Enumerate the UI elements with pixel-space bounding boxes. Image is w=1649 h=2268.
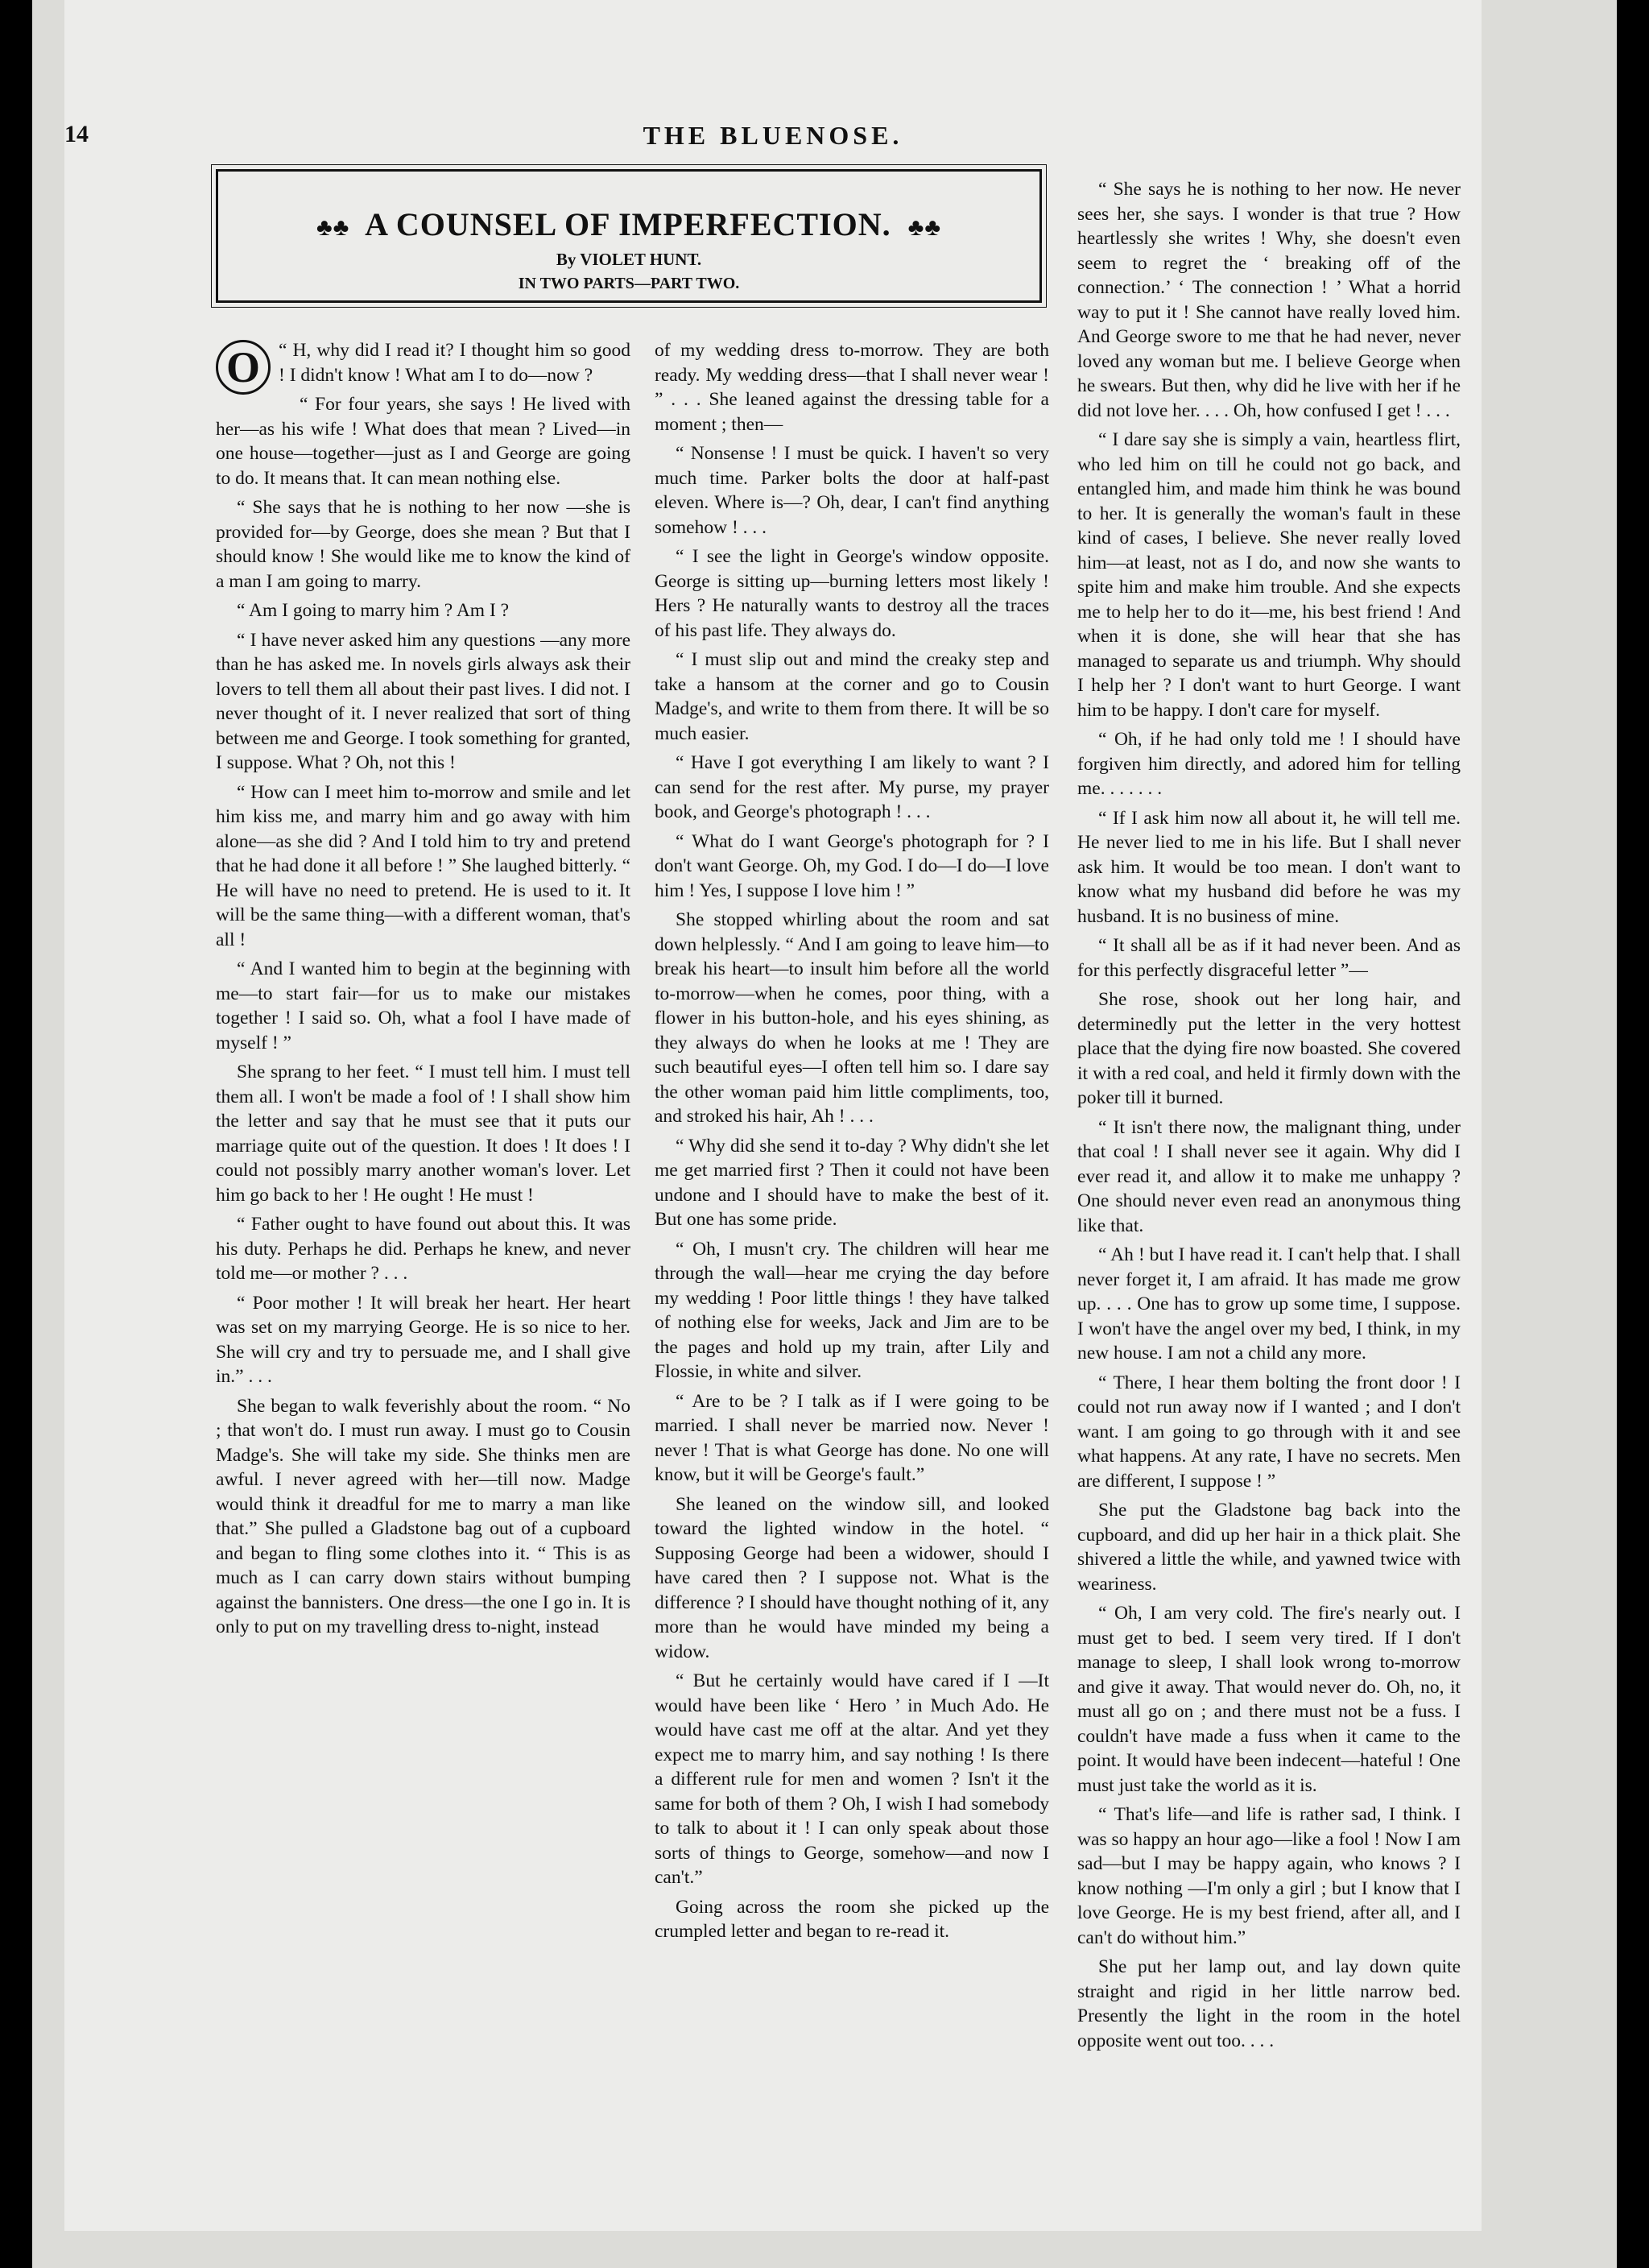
paragraph: “ Oh, I am very cold. The fire's nearly out. I must get to bed. I seem very tired. If I don't manage to sleep, I shall look wrong to-morrow and give it away. That would never do. Oh, no, it must all go on ; and there must not be a fuss. I couldn't have made a fuss when it came to the point. It would have been indecent—hateful ! One must just take the world as it is.: [1077, 1603, 1461, 1796]
running-head: [64, 121, 1482, 161]
paragraph: “ Have I got everything I am likely to want ? I can send for the rest after. My purse, my prayer book, and George's photograph ! . . .: [655, 752, 1049, 822]
scan-sheet: [32, 0, 1617, 2268]
paragraph: She stopped whirling about the room and sat down helplessly. “ And I am going to leave him—to break his heart—to insult him before all the world to-morrow—when he comes, poor thing, with a flower in his button-hole, and his eyes shining, as they always do when he looks at me ! They are such beautiful eyes—I often tell him so. I dare say the other woman paid him little compliments, too, and stroked his hair, Ah ! . . .: [655, 909, 1049, 1127]
column-2: [655, 338, 1049, 1949]
paragraph: “ Poor mother ! It will break her heart. Her heart was set on my marrying George. He is so nice to her. She will cry and try to persuade me, and I shall give in.” . . .: [216, 1292, 630, 1387]
paragraph: “ How can I meet him to-morrow and smile and let him kiss me, and marry him and go away with him alone—as she did ? And I told him to try and pretend that he had done it all before ! ” She laughed bitterly. “ He will have no need to pretend. He is used to it. It will be the same thing—with a different woman, that's all !: [216, 781, 630, 950]
paragraph: “ That's life—and life is rather sad, I think. I was so happy an hour ago—like a fool ! Now I am sad—but I may be happy again, who knows ? I know nothing —I'm only a girl ; but I know that I love George. He is my best friend, after all, and I can't do without him.”: [1077, 1804, 1461, 1948]
paragraph: “ Oh, if he had only told me ! I should have forgiven him directly, and adored him for telling me. . . . . . .: [1077, 729, 1461, 799]
journal-name: THE BLUENOSE.: [643, 121, 903, 150]
paragraph: “ And I wanted him to begin at the beginning with me—to start fair—for us to make our mistakes together ! I said so. Oh, what a fool I have made of myself ! ”: [216, 958, 630, 1053]
paragraph: She began to walk feverishly about the room. “ No ; that won't do. I must run away. I must go to Cousin Madge's. She will take my side. She thinks men are awful. I never agreed with her—till now. Madge would think it dreadful for me to marry a man like that.” She pulled a Gladstone bag out of a cupboard and began to fling some clothes into it. “ This is as much as I can carry down stairs without bumping against the bannisters. One dress—the one I go in. It is only to put on my travelling dress to-night, instead: [216, 1395, 630, 1637]
clover-ornament-icon: ♣♣: [907, 214, 942, 241]
paragraph: She leaned on the window sill, and looked toward the lighted window in the hotel. “ Supposing George had been a widower, should I have cared then ? I suppose not. What is the difference ? I should have thought nothing of it, any more than he would have minded my being a widow.: [655, 1493, 1049, 1662]
paragraph: “ I dare say she is simply a vain, heartless flirt, who led him on till he could not go back, and entangled him, and made him think he was bound to her. It is generally the woman's fault in these kind of cases, I believe. She never really loved him—at least, not as I do, and now she wants to spite him and make him trouble. And she expects me to help her to do it—me, his best friend ! And when it is done, she will hear that she has managed to separate us and triumph. Why should I help her ? I don't want to hurt George. I want him to be happy. I don't care for myself.: [1077, 429, 1461, 721]
paragraph: “ If I ask him now all about it, he will tell me. He never lied to me in his life. But I shall never ask him. It would be too mean. I don't want to know what my husband did before he was my husband. It is no business of mine.: [1077, 807, 1461, 927]
paragraph: “ For four years, she says ! He lived with her—as his wife ! What does that mean ? Lived—in one house—together—just as I and George are going to do. It means that. It can mean nothing else.: [216, 394, 630, 489]
paragraph: “ I have never asked him any questions —any more than he has asked me. In novels girls always ask their lovers to tell them all about their past lives. I did not. I never thought of it. I never realized that sort of thing between me and George. I took something for granted, I suppose. What ? Oh, not this !: [216, 629, 630, 773]
paragraph: She sprang to her feet. “ I must tell him. I must tell them all. I won't be made a fool of ! I shall show him the letter and say that he must see that it puts our marriage quite out of the question. It does ! It does ! I could not possibly marry another woman's lover. Let him go back to her ! He ought ! He must !: [216, 1062, 630, 1206]
paragraph: of my wedding dress to-morrow. They are both ready. My wedding dress—that I shall never wear ! ” . . . She leaned against the dressing table for a moment ; then—: [655, 340, 1049, 435]
paragraph: She put the Gladstone bag back into the cupboard, and did up her hair in a thick plait. She shivered a little the while, and yawned twice with weariness.: [1077, 1500, 1461, 1595]
paragraph: “ Are to be ? I talk as if I were going to be married. I shall never be married now. Never ! never ! That is what George has done. No one will know, but it will be George's fault.”: [655, 1390, 1049, 1485]
paragraph: “ But he certainly would have cared if I —It would have been like ‘ Hero ’ in Much Ado. He would have cast me off at the altar. And yet they expect me to marry him, and say nothing ! Is there a different rule for men and women ? Isn't it the same for both of them ? Oh, I wish I had somebody to talk to about it ! I can only speak about those sorts of things to George, somehow—and now I can't.”: [655, 1670, 1049, 1888]
paragraph: “ Nonsense ! I must be quick. I haven't so very much time. Parker bolts the door at half-past eleven. Where is—? Oh, dear, I can't find anything somehow ! . . .: [655, 443, 1049, 538]
magazine-page: [64, 0, 1482, 2231]
paragraph: “ I see the light in George's window opposite. George is sitting up—burning letters most likely ! Hers ? He naturally wants to destroy all the traces of his past life. They always do.: [655, 546, 1049, 641]
clover-ornament-icon: ♣♣: [316, 214, 350, 241]
paragraph: “ What do I want George's photograph for ? I don't want George. Oh, my God. I do—I do—I love him ! Yes, I suppose I love him ! ”: [655, 830, 1049, 901]
paragraph: She rose, shook out her long hair, and determinedly put the letter in the very hottest place that the dying fire now boasted. She covered it with a red coal, and held it firmly down with the poker till it burned.: [1077, 989, 1461, 1108]
paragraph: “ There, I hear them bolting the front door ! I could not run away now if I wanted ; and I don't want. I am going to go through with it and see what happens. At any rate, I have no secrets. Men are different, I suppose ! ”: [1077, 1372, 1461, 1492]
paragraph: She put her lamp out, and lay down quite straight and rigid in her little narrow bed. Presently the light in the room in the hotel opposite went out too. . . .: [1077, 1956, 1461, 2051]
paragraph: “ She says that he is nothing to her now —she is provided for—by George, does she mean ? But that I should know ! She would like me to know the kind of a man I am going to marry.: [216, 497, 630, 592]
paragraph: “ Oh, I musn't cry. The children will hear me through the wall—hear me crying the day before my wedding ! Poor little things ! they have talked of nothing else for weeks, Jack and Jim are to be the pages and hold up my train, after Lily and Flossie, in white and silver.: [655, 1238, 1049, 1382]
part-label: IN TWO PARTS—PART TWO.: [518, 275, 740, 292]
drop-cap: O: [216, 340, 271, 395]
column-1: [216, 338, 630, 1645]
title-line: [218, 205, 1039, 243]
page-number: 14: [64, 121, 89, 147]
column-3: [1077, 177, 1461, 2058]
paragraph: “ It isn't there now, the malignant thing, under that coal ! I shall never see it again. Why did I ever read it, and allow it to make me unhappy ? One should never even read an anonymous thing like that.: [1077, 1116, 1461, 1236]
paragraph: Going across the room she picked up the crumpled letter and began to re-read it.: [655, 1896, 1049, 1942]
article-title-box: [216, 169, 1042, 303]
paragraph: “ Am I going to marry him ? Am I ?: [237, 600, 510, 621]
paragraph: “ H, why did I read it? I thought him so good ! I didn't know ! What am I to do—now ?: [279, 340, 630, 386]
paragraph: “ Father ought to have found out about this. It was his duty. Perhaps he did. Perhaps he knew, and never told me—or mother ? . . .: [216, 1214, 630, 1284]
paragraph: “ I must slip out and mind the creaky step and take a hansom at the corner and go to Cousin Madge's, and write to them from there. It will be so much easier.: [655, 649, 1049, 744]
paragraph: “ Why did she send it to-day ? Why didn't she let me get married first ? Then it could not have been undone and I should have to make the best of it. But one has some pride.: [655, 1135, 1049, 1230]
paragraph: “ It shall all be as if it had never been. And as for this perfectly disgraceful letter ”—: [1077, 935, 1461, 981]
paragraph: “ She says he is nothing to her now. He never sees her, she says. I wonder is that true ? How heartlessly she writes ! Why, she doesn't even seem to regret the ‘ breaking off of the connection.’ ‘ The connection ! ’ What a horrid way to put it ! She cannot have really loved him. And George swore to me that he had never, never loved any woman but me. I believe George when he swears. But then, why did he live with her if he did not love her. . . . Oh, how confused I get ! . . .: [1077, 179, 1461, 421]
paragraph: “ Ah ! but I have read it. I can't help that. I shall never forget it, I am afraid. It has made me grow up. . . . One has to grow up some time, I suppose. I won't have the angel over my bed, I think, in my new house. I am not a child any more.: [1077, 1244, 1461, 1364]
byline: By VIOLET HUNT.: [556, 250, 702, 269]
article-title: A COUNSEL OF IMPERFECTION.: [365, 206, 891, 242]
